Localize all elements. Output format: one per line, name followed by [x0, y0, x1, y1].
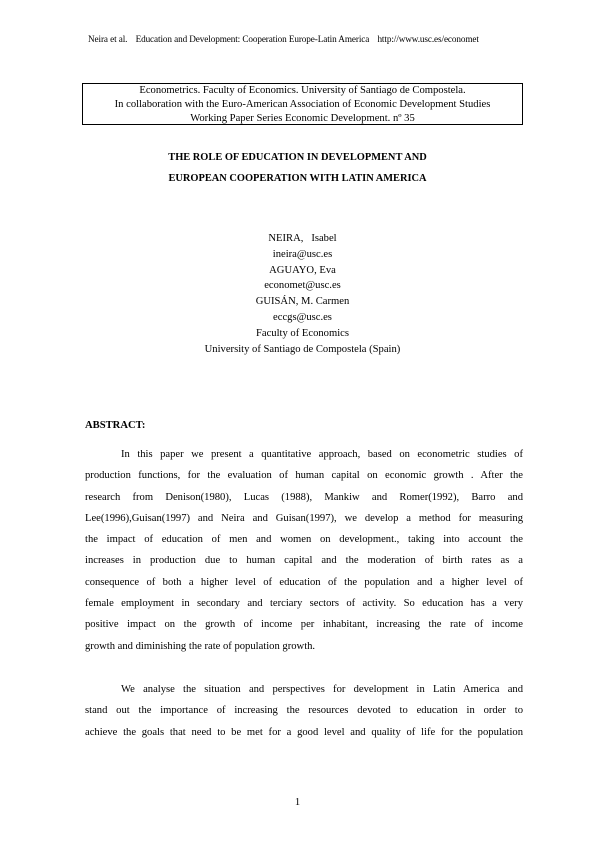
author-name: NEIRA, Isabel: [268, 233, 337, 244]
author-email: ineira@usc.es: [272, 248, 333, 260]
series-box-line: In collaboration with the Euro-American Association of Economic Development Studies: [114, 99, 491, 110]
abstract-heading: ABSTRACT:: [85, 420, 146, 431]
paragraph-line: stand out the importance of increasing the resources devoted to education in order to: [85, 705, 523, 717]
paragraph-line: production functions, for the evaluation of human capital on economic growth . After the: [85, 470, 523, 482]
author-name: GUISÁN, M. Carmen: [255, 296, 350, 308]
author-affiliation: University of Santiago de Compostela (Spain): [204, 343, 401, 355]
author-email: economet@usc.es: [264, 280, 341, 292]
running-header: [88, 34, 528, 44]
page-number: 1: [294, 797, 301, 808]
paper-title-line-1: THE ROLE OF EDUCATION IN DEVELOPMENT AND: [168, 152, 427, 163]
paragraph-line: Lee(1996),Guisan(1997) and Neira and Guisan(1997), we develop a method for measuring: [85, 512, 523, 524]
header-journal: Education and Development: Cooperation Europe-Latin America: [135, 34, 370, 44]
author-name: AGUAYO, Eva: [269, 264, 336, 276]
paper-title-line-2: EUROPEAN COOPERATION WITH LATIN AMERICA: [168, 173, 427, 184]
author-affiliation: Faculty of Economics: [256, 327, 349, 339]
series-box-line: Econometrics. Faculty of Economics. University of Santiago de Compostela.: [139, 85, 466, 96]
paragraph-line: achieve the goals that need to be met for a good level and quality of life for the population: [85, 726, 523, 738]
paragraph-line: increases in production due to human capital and the moderation of birth rates as a: [85, 555, 523, 567]
abstract-paragraph-1: [85, 444, 523, 657]
series-box-line: Working Paper Series Economic Development. nº 35: [190, 113, 415, 124]
author-block: [100, 231, 505, 357]
paragraph-line: We analyse the situation and perspectives for development in Latin America and: [121, 684, 523, 695]
header-authors: Neira et al.: [88, 34, 128, 44]
paragraph-line: female employment in secondary and terciary sectors of activity. So education has a very: [85, 598, 523, 610]
abstract-paragraph-2: [85, 679, 523, 743]
paragraph-line: positive impact on the growth of income per inhabitant, increasing the rate of income: [85, 619, 523, 631]
paragraph-line: growth and diminishing the rate of population growth.: [85, 640, 316, 652]
paragraph-line: In this paper we present a quantitative approach, based on econometric studies of: [121, 449, 523, 460]
paragraph-line: the impact of education of men and women on development., taking into account the: [85, 534, 523, 546]
paragraph-line: research from Denison(1980), Lucas (1988), Mankiw and Romer(1992), Barro and: [85, 491, 523, 503]
paragraph-line: consequence of both a higher level of education of the population and a higher level of: [85, 576, 523, 588]
working-paper-series-box: [82, 83, 523, 125]
header-url: http://www.usc.es/economet: [377, 34, 479, 44]
author-email: eccgs@usc.es: [273, 311, 332, 323]
